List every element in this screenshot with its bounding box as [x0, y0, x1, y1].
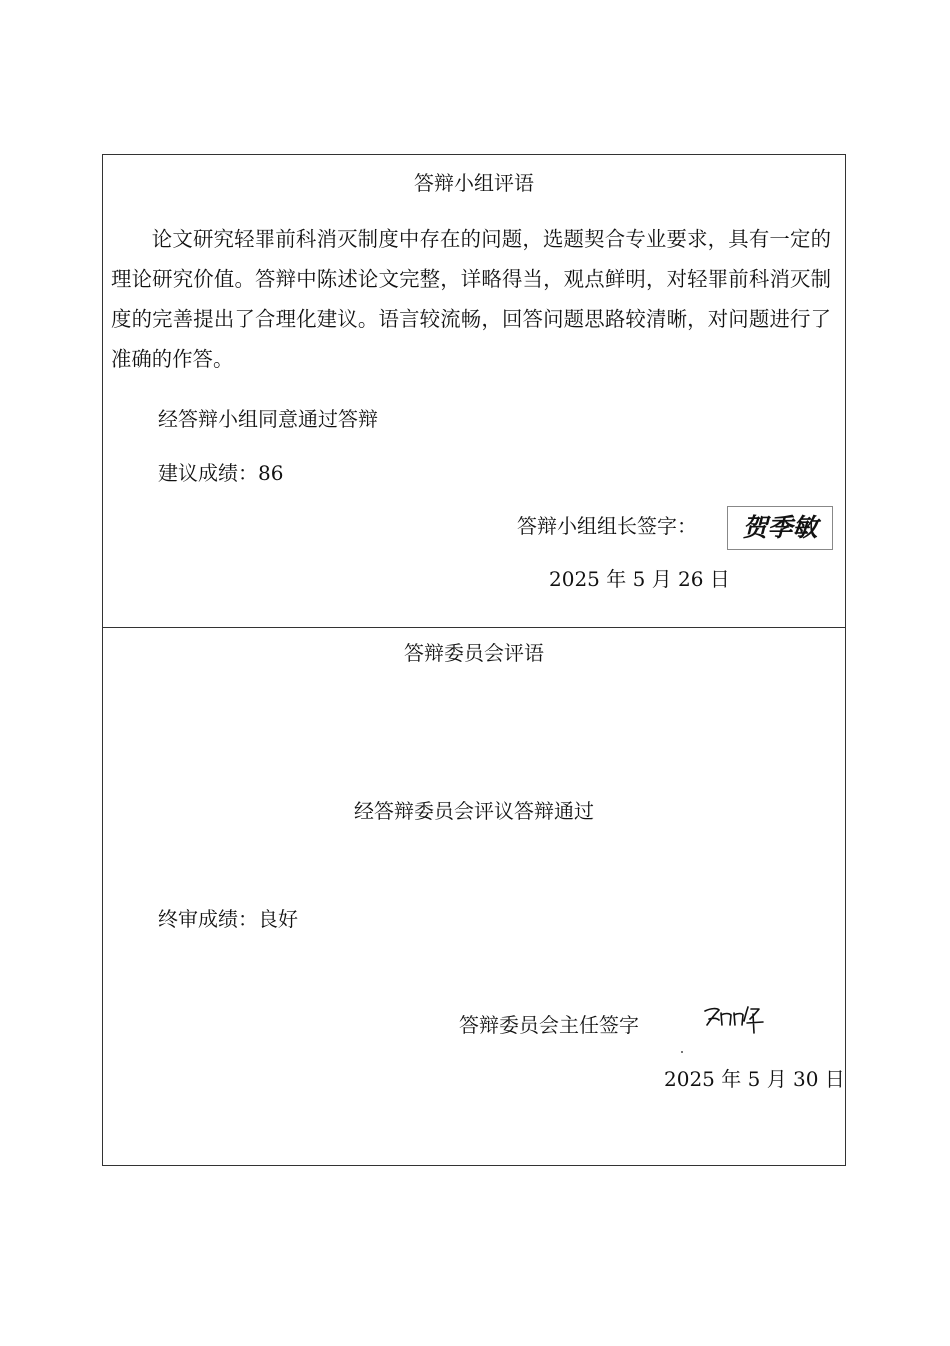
ink-dot — [681, 1051, 683, 1053]
committee-score: 终审成绩：良好 — [158, 907, 298, 931]
group-signature-label: 答辩小组组长签字： — [517, 514, 697, 538]
committee-decision: 经答辩委员会评议答辩通过 — [354, 799, 594, 823]
committee-section-title: 答辩委员会评语 — [404, 641, 544, 665]
committee-date: 2025 年 5 月 30 日 — [664, 1067, 845, 1091]
group-section-title: 答辩小组评语 — [414, 171, 534, 195]
committee-signature-label: 答辩委员会主任签字 — [459, 1013, 639, 1037]
group-comment: 论文研究轻罪前科消灭制度中存在的问题，选题契合专业要求，具有一定的理论研究价值。答辩中陈述论文完整，详略得当，观点鲜明，对轻罪前科消灭制度的完善提出了合理化建议。语言较流畅，回答问题思路较清晰，对问题进行了准确的作答。 — [111, 227, 831, 371]
section-divider — [103, 627, 845, 628]
group-decision: 经答辩小组同意通过答辩 — [158, 407, 378, 431]
group-signature-text: 贺季敏 — [742, 513, 818, 542]
group-leader-signature — [727, 506, 833, 550]
committee-chair-signature — [701, 1001, 771, 1035]
group-date: 2025 年 5 月 26 日 — [549, 567, 730, 591]
group-score: 建议成绩：86 — [158, 461, 284, 485]
evaluation-table — [102, 154, 846, 1166]
